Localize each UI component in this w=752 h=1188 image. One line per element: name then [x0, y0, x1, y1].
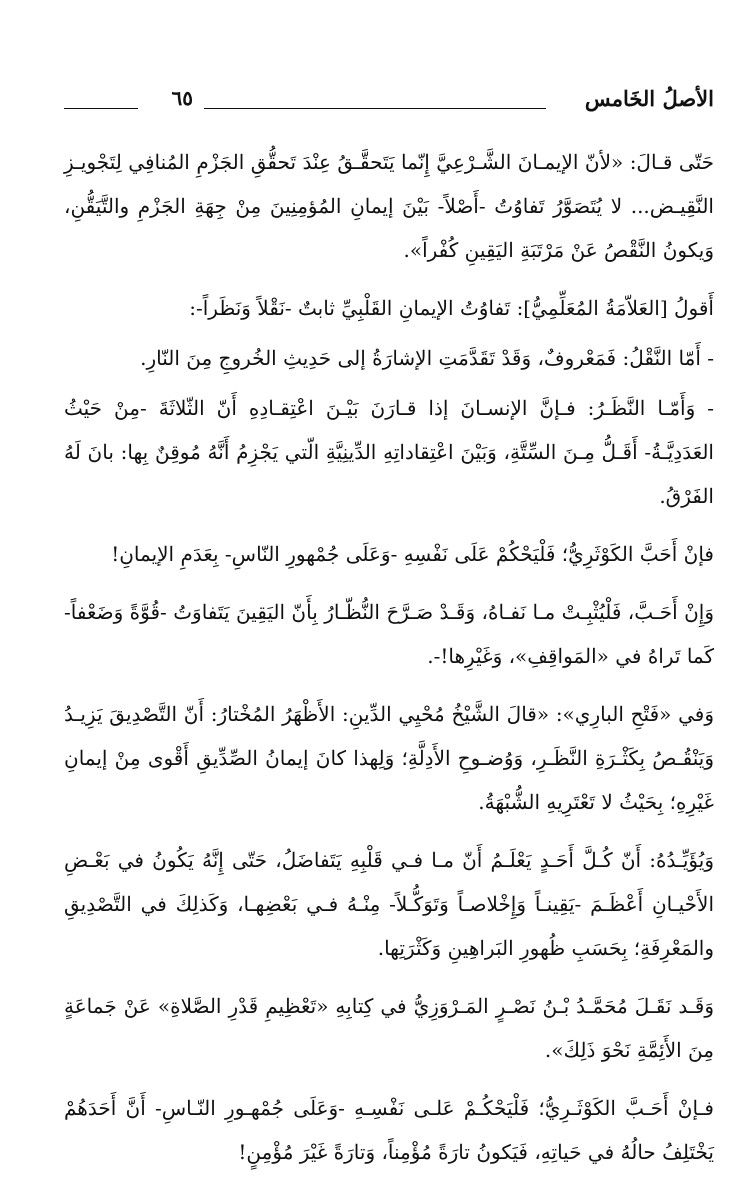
- paragraph: - وَأَمّـا النَّظَـرُ: فـإنَّ الإنسـانَ إذا قـارَنَ بَيْـنَ اعْتِقـادِهِ أَنّ الثّلاثَةَ -مِنْ حَيْثُ العَدَدِيَّـةُ- أَقَـلُّ مِـنَ السِّتَّةِ، وَبَيْنَ اعْتِقاداتِهِ الدِّينِيَّةِ الّتي يَجْزِمُ أَنَّهُ مُوقِنٌ بِها: بانَ لَهُ الفَرْقُ.: [64, 396, 714, 508]
- chapter-title: الأصلُ الخَامس: [584, 86, 714, 111]
- paragraph: وَفي «فَتْحِ البارِي»: «قالَ الشَّيْخُ مُحْيِي الدِّينِ: الأَظْهَرُ المُخْتارُ: أَنّ التَّصْدِيقَ يَزِيـدُ وَيَنْقُـصُ بِكَثْـرَةِ النَّظَـرِ، وَوُضـوحِ الأَدِلَّةِ؛ وَلِهذا كانَ إيمانُ الصِّدِّيقِ أَقْوى مِنْ إيمانِ غَيْرِهِ؛ بِحَيْثُ لا تَعْتَرِيهِ الشُّبْهَةُ.: [64, 702, 714, 814]
- paragraph: وَقَـد نَقَـلَ مُحَمَّـدُ بْـنُ نَصْـرٍ المَـرْوَزِيُّ في كِتابِهِ «تَعْظِيمِ قَدْرِ الصَّلاةِ» عَنْ جَماعَةٍ مِنَ الأَئِمَّةِ نَحْوَ ذَلِكَ».: [64, 994, 714, 1062]
- paragraph: فـإنْ أَحَـبَّ الكَوْثَـرِيُّ؛ فَلْيَحْكُـمْ عَلـى نَفْسِـهِ -وَعَلَى جُمْهـورِ النّـاسِ- أَنَّ أَحَدَهُمْ يَخْتَلِفُ حالُهُ في حَياتِهِ، فَيَكونُ تارَةً مُؤْمِناً، وَتارَةً غَيْرَ مُؤْمِنٍ!: [64, 1096, 714, 1164]
- paragraph: حَتّى قـالَ: «لأنّ الإيمـانَ الشَّـرْعِيَّ إِنّما يَتَحقَّـقُ عِنْدَ تَحقُّقِ الجَزْمِ المُنافِي لِتَجْويـزِ النَّقِيـض... لا يُتَصَوَّرُ تَفاوُتُ -أَصْلاً- بَيْنَ إيمانِ المُؤمِنِينَ مِنْ جِهَةِ الجَزْمِ والتَّيَقُّنِ، وَيكونُ النَّقْصُ عَنْ مَرْتَبَةِ اليَقِينِ كُفْراً».: [64, 150, 714, 262]
- paragraph: أَقولُ [العَلاّمَةُ المُعَلِّمِيُّ]: تَفاوُتُ الإيمانِ القَلْبِيِّ ثابتٌ -نَقْلاً وَنَظَراً-:: [189, 296, 714, 320]
- page-body: [64, 140, 714, 1188]
- header-rule: [204, 108, 546, 109]
- page-number: ٦٥: [171, 86, 193, 110]
- paragraph: وَإِنْ أَحَـبَّ، فَلْيُثْبِـتْ مـا نَفـاهُ، وَقَـدْ صَـرَّحَ النُّظّـارُ بِأَنّ اليَقِينَ يَتَفاوَتُ -قُوَّةً وَضَعْفاً- كَما تَراهُ في «المَواقِفِ»، وَغَيْرِها!-.: [64, 600, 714, 668]
- header-rule-short: [64, 108, 138, 109]
- paragraph: فإنْ أَحَبَّ الكَوْثَرِيُّ؛ فَلْيَحْكُمْ عَلَى نَفْسِهِ -وَعَلَى جُمْهورِ النّاسِ- بِعَدَمِ الإيمانِ!: [111, 542, 714, 566]
- paragraph: - أَمّا النَّقْلُ: فَمَعْروفٌ، وَقَدْ تَقَدَّمَتِ الإشارَةُ إلى حَدِيثِ الخُروجِ مِنَ النّارِ.: [140, 346, 714, 370]
- page-header: [64, 86, 714, 122]
- paragraph: وَيُؤَيِّـدُهُ: أَنّ كُـلَّ أَحَـدٍ يَعْلَـمُ أَنّ مـا فـي قَلْبِهِ يَتَفاضَلُ، حَتّى إِنَّهُ يَكُونُ في بَعْـضِ الأَحْيـانِ أَعْظَـمَ -يَقِينـاً وَإِخْلاصـاً وَتَوَكُّـلاً- مِنْـهُ فـي بَعْضِهـا، وَكَذلِكَ في التَّصْدِيقِ والمَعْرِفَةِ؛ بِحَسَبِ ظُهورِ البَراهِينِ وَكَثْرَتِها.: [64, 848, 714, 960]
